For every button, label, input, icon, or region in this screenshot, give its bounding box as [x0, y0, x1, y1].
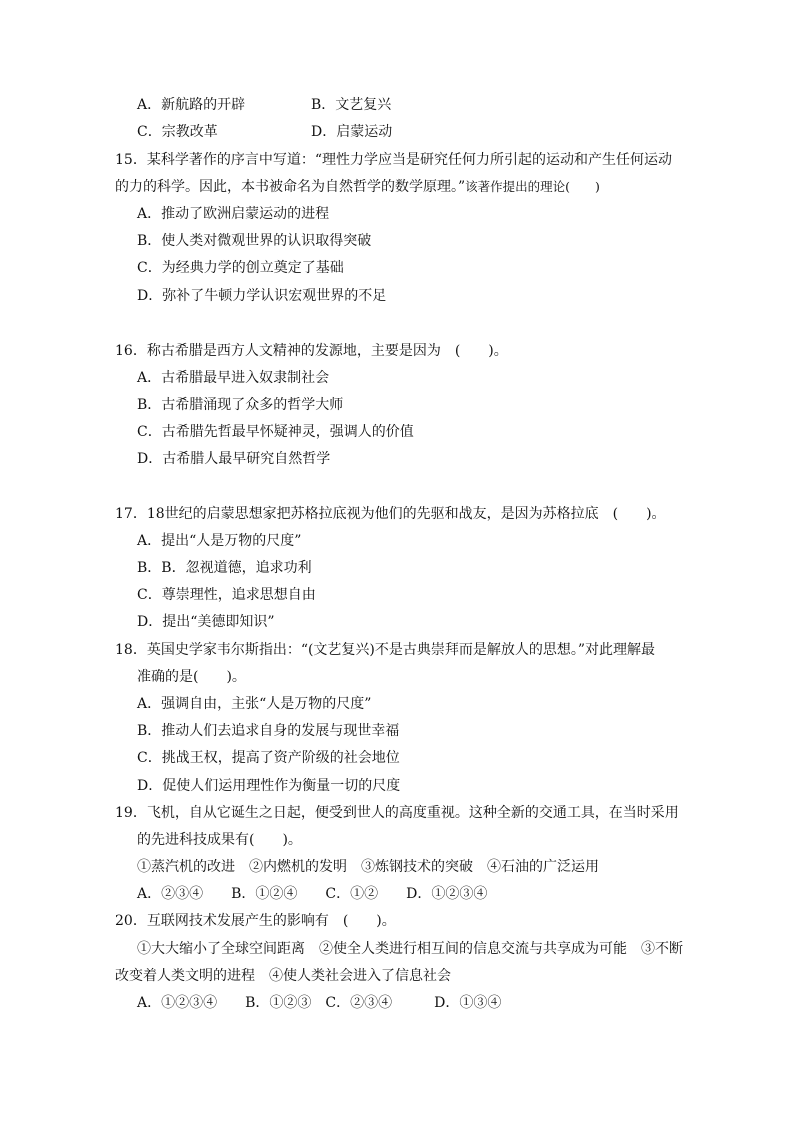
- q17-option-b: B．B．忽视道德，追求功利: [137, 560, 312, 576]
- q17-option-a: A．提出“人是万物的尺度”: [137, 533, 302, 549]
- q18-stem-line-1: 18．英国史学家韦尔斯指出：“(文艺复兴)不是古典崇拜而是解放人的思想。”对此理解最: [115, 642, 656, 658]
- q15-option-a: A．推动了欧洲启蒙运动的进程: [137, 206, 330, 222]
- q14-option-row-2: [137, 122, 392, 142]
- q14-option-row-1: [137, 95, 391, 115]
- q19-options: A．②③④ B．①②④ C．①② D．①②③④: [137, 886, 488, 902]
- q15-stem-line-2: [115, 177, 600, 197]
- q18-option-a: A．强调自由，主张“人是万物的尺度”: [137, 696, 372, 712]
- q19-stem-line-2: 的先进科技成果有( )。: [137, 832, 302, 848]
- q15-option-d: D．弥补了牛顿力学认识宏观世界的不足: [137, 288, 387, 304]
- q17-option-d: D．提出“美德即知识”: [137, 614, 275, 630]
- q18-option-d: D．促使人们运用理性作为衡量一切的尺度: [137, 778, 401, 794]
- q16-stem: 16．称古希腊是西方人文精神的发源地，主要是因为 ( )。: [115, 343, 508, 359]
- q18-stem-line-2: 准确的是( )。: [137, 669, 246, 685]
- q17-option-c: C．尊崇理性，追求思想自由: [137, 587, 316, 603]
- q15-option-c: C．为经典力学的创立奠定了基础: [137, 260, 344, 276]
- q16-option-c: C．古希腊先哲最早怀疑神灵，强调人的价值: [137, 424, 414, 440]
- q14-option-d: D．启蒙运动: [311, 124, 393, 140]
- q18-option-b: B．推动人们去追求自身的发展与现世幸福: [137, 723, 400, 739]
- q14-option-a: A．新航路的开辟: [137, 97, 246, 113]
- q20-options: A．①②③④ B．①②③ C．②③④ D．①③④: [137, 995, 502, 1011]
- q19-stem-line-1: 19．飞机，自从它诞生之日起，便受到世人的高度重视。这种全新的交通工具，在当时采用: [115, 805, 679, 821]
- q17-stem: 17．18世纪的启蒙思想家把苏格拉底视为他们的先驱和战友，是因为苏格拉底 ( )。: [115, 506, 666, 522]
- q14-option-c: C．宗教改革: [137, 124, 218, 140]
- q16-option-a: A．古希腊最早进入奴隶制社会: [137, 370, 330, 386]
- q15-option-b: B．使人类对微观世界的认识取得突破: [137, 233, 372, 249]
- q20-stem: 20．互联网技术发展产生的影响有 ( )。: [115, 913, 396, 929]
- q15-stem-line-2a: 的力的科学。因此，本书被命名为自然哲学的数学原理。”: [115, 179, 466, 195]
- q20-items-line-1: ①大大缩小了全球空间距离 ②使全人类进行相互间的信息交流与共享成为可能 ③不断: [137, 941, 683, 957]
- q18-option-c: C．挑战王权，提高了资产阶级的社会地位: [137, 750, 400, 766]
- q16-option-b: B．古希腊涌现了众多的哲学大师: [137, 397, 344, 413]
- q15-stem-line-2b: 该著作提出的理论( ): [465, 179, 600, 194]
- q20-items-line-2: 改变着人类文明的进程 ④使人类社会进入了信息社会: [115, 968, 451, 984]
- q15-stem-line-1: 15．某科学著作的序言中写道：“理性力学应当是研究任何力所引起的运动和产生任何运动: [115, 152, 672, 168]
- q16-option-d: D．古希腊人最早研究自然哲学: [137, 451, 331, 467]
- q19-items: ①蒸汽机的改进 ②内燃机的发明 ③炼钢技术的突破 ④石油的广泛运用: [137, 859, 599, 875]
- q14-option-b: B．文艺复兴: [311, 97, 392, 113]
